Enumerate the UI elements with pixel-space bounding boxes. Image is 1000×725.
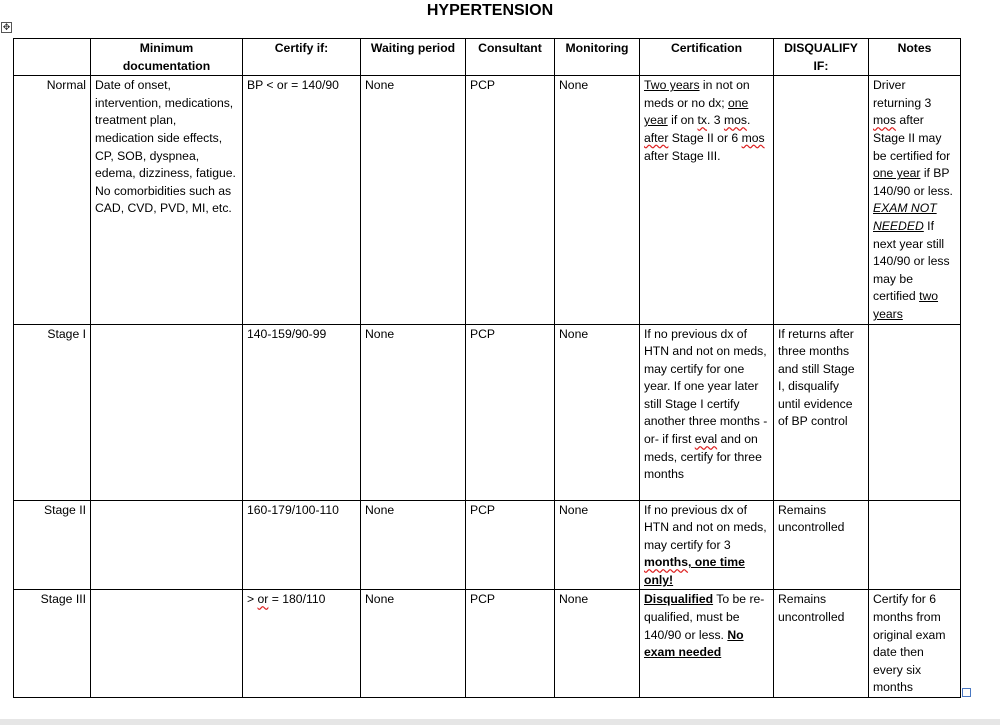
cell-waiting: None [361, 76, 466, 324]
row-label: Normal [14, 76, 91, 324]
cell-certification: If no previous dx of HTN and not on meds, may certify for 3 months, one time only! [640, 500, 774, 590]
cell-consultant: PCP [466, 500, 555, 590]
cell-certification: Disqualified To be re-qualified, must be 140/90 or less. No exam needed [640, 590, 774, 698]
cell-notes: Driver returning 3 mos after Stage II may be certified for one year if BP 140/90 or less. EXAM NOT NEEDED If next year still 140/90 or less may be certified two years [869, 76, 961, 324]
table-row-stage1 [14, 324, 961, 500]
cell-disqualify: Remains uncontrolled [774, 500, 869, 590]
table-row-stage2 [14, 500, 961, 590]
cell-notes [869, 324, 961, 500]
cell-notes: Certify for 6 months from original exam date then every six months [869, 590, 961, 698]
hypertension-table [13, 38, 961, 698]
header-waiting: Waiting period [361, 39, 466, 76]
cell-certification: Two years in not on meds or no dx; one year if on tx. 3 mos. after Stage II or 6 mos after Stage III. [640, 76, 774, 324]
table-row-stage3 [14, 590, 961, 698]
header-consultant: Consultant [466, 39, 555, 76]
cell-consultant: PCP [466, 324, 555, 500]
header-row-label [14, 39, 91, 76]
header-min-doc: Minimum documentation [91, 39, 243, 76]
cell-waiting: None [361, 500, 466, 590]
cell-certify-if: > or = 180/110 [243, 590, 361, 698]
cell-waiting: None [361, 590, 466, 698]
cell-monitoring: None [555, 324, 640, 500]
header-certify-if: Certify if: [243, 39, 361, 76]
header-monitoring: Monitoring [555, 39, 640, 76]
cell-consultant: PCP [466, 76, 555, 324]
cell-min-doc [91, 590, 243, 698]
cell-certification: If no previous dx of HTN and not on meds, may certify for one year. If one year later still Stage I certify another three months -or- if first eval and on meds, certify for three months [640, 324, 774, 500]
header-row [14, 39, 961, 76]
header-disqualify: DISQUALIFY IF: [774, 39, 869, 76]
page-title: HYPERTENSION [426, 2, 554, 19]
cell-monitoring: None [555, 76, 640, 324]
cell-certify-if: BP < or = 140/90 [243, 76, 361, 324]
resize-handle-icon[interactable] [962, 688, 971, 697]
cell-min-doc [91, 500, 243, 590]
cell-certify-if: 140-159/90-99 [243, 324, 361, 500]
cell-monitoring: None [555, 590, 640, 698]
row-label: Stage III [14, 590, 91, 698]
row-label: Stage I [14, 324, 91, 500]
cell-monitoring: None [555, 500, 640, 590]
header-notes: Notes [869, 39, 961, 76]
cell-certify-if: 160-179/100-110 [243, 500, 361, 590]
cell-notes [869, 500, 961, 590]
cell-disqualify: If returns after three months and still Stage I, disqualify until evidence of BP control [774, 324, 869, 500]
cell-min-doc: Date of onset, intervention, medications, treatment plan, medication side effects, CP, SOB, dyspnea, edema, dizziness, fatigue. No comorbidities such as CAD, CVD, PVD, MI, etc. [91, 76, 243, 324]
row-label: Stage II [14, 500, 91, 590]
window-bottom-edge [0, 719, 1000, 725]
cell-disqualify: Remains uncontrolled [774, 590, 869, 698]
header-certification: Certification [640, 39, 774, 76]
table-row-normal [14, 76, 961, 324]
cell-waiting: None [361, 324, 466, 500]
cell-disqualify [774, 76, 869, 324]
move-handle-icon[interactable]: ✥ [2, 22, 11, 32]
cell-consultant: PCP [466, 590, 555, 698]
cell-min-doc [91, 324, 243, 500]
